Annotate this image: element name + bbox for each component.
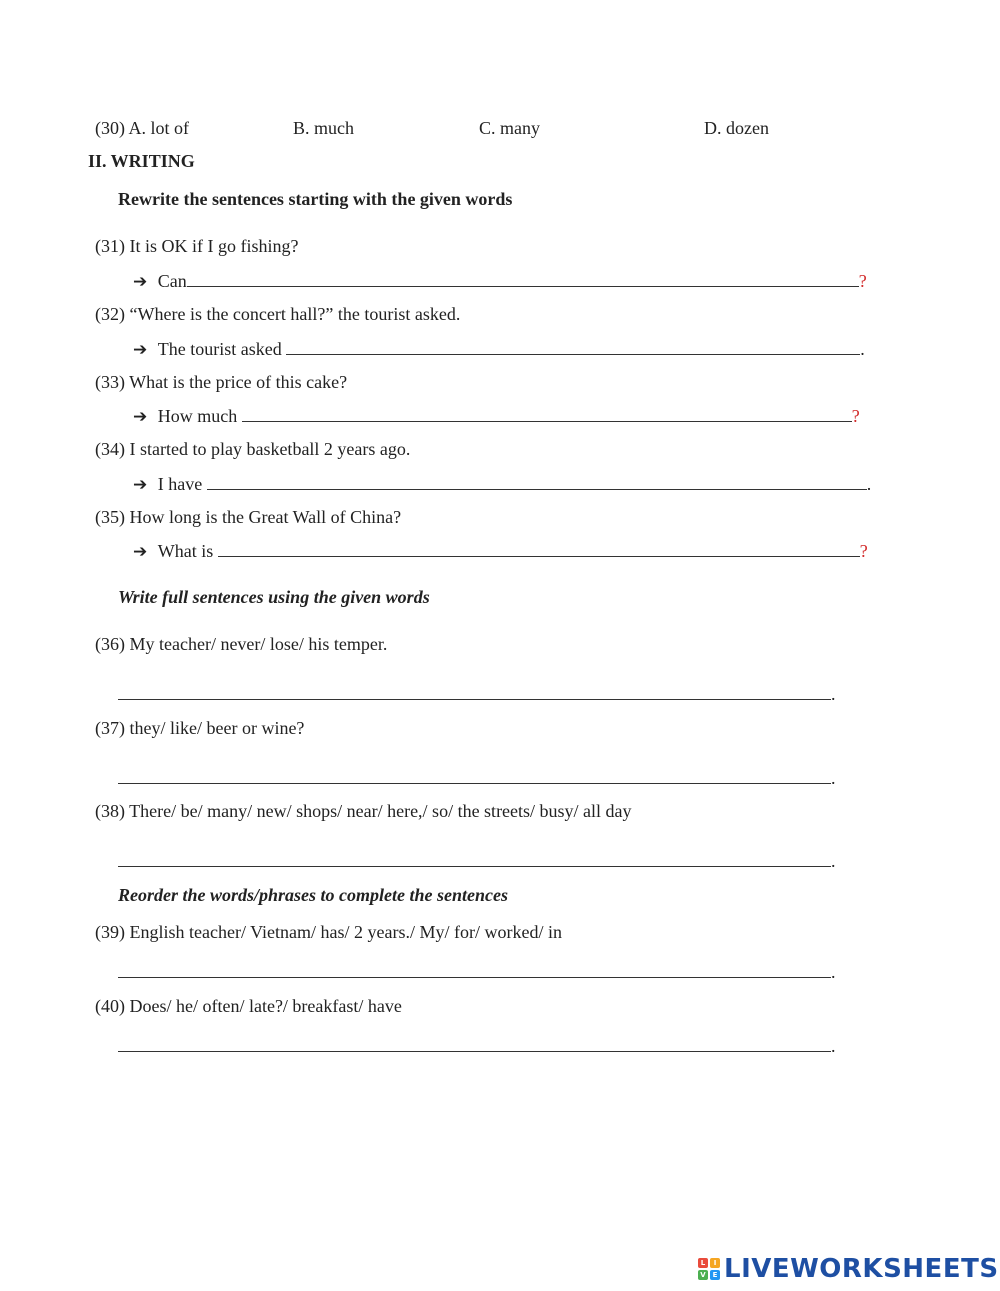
- answer-end-31: ?: [858, 271, 867, 291]
- arrow-icon: ➔: [133, 272, 148, 292]
- arrow-icon: ➔: [133, 475, 148, 495]
- answer-row-37: [118, 767, 836, 789]
- answer-end-32: .: [860, 339, 865, 359]
- answer-row-36: [118, 683, 836, 705]
- answer-end-38: .: [831, 851, 836, 871]
- answer-start-32: The tourist asked: [157, 339, 282, 359]
- answer-start-31: Can: [157, 271, 187, 291]
- logo-text: LIVEWORKSHEETS: [724, 1254, 999, 1284]
- liveworksheets-logo: [698, 1254, 999, 1284]
- question-32: (32) “Where is the concert hall?” the tourist asked.: [95, 304, 461, 324]
- answer-blank-39[interactable]: [118, 961, 831, 978]
- answer-end-35: ?: [859, 541, 868, 561]
- answer-row-31: [133, 270, 867, 292]
- answer-end-40: .: [831, 1036, 836, 1056]
- logo-cube: I: [710, 1258, 720, 1268]
- answer-blank-33[interactable]: [242, 405, 852, 422]
- question-39: (39) English teacher/ Vietnam/ has/ 2 years./ My/ for/ worked/ in: [95, 922, 562, 942]
- answer-row-38: [118, 850, 836, 872]
- logo-cube: V: [698, 1270, 708, 1280]
- question-33: (33) What is the price of this cake?: [95, 372, 348, 392]
- q30-option-c: C. many: [479, 118, 540, 138]
- arrow-icon: ➔: [133, 542, 148, 562]
- answer-row-39: [118, 961, 836, 983]
- logo-cube: L: [698, 1258, 708, 1268]
- question-40: (40) Does/ he/ often/ late?/ breakfast/ have: [95, 996, 402, 1016]
- answer-blank-35[interactable]: [218, 540, 860, 557]
- question-34: (34) I started to play basketball 2 years ago.: [95, 439, 411, 459]
- arrow-icon: ➔: [133, 340, 148, 360]
- question-31: (31) It is OK if I go fishing?: [95, 236, 299, 256]
- instruction-rewrite: Rewrite the sentences starting with the given words: [118, 189, 513, 209]
- logo-cube: E: [710, 1270, 720, 1280]
- answer-row-34: [133, 473, 871, 495]
- instruction-full-sentences: Write full sentences using the given words: [118, 587, 430, 607]
- logo-cubes-icon: [698, 1258, 720, 1280]
- answer-end-37: .: [831, 768, 836, 788]
- answer-blank-32[interactable]: [286, 338, 860, 355]
- answer-end-36: .: [831, 684, 836, 704]
- instruction-reorder: Reorder the words/phrases to complete the sentences: [118, 885, 508, 905]
- answer-row-40: [118, 1035, 836, 1057]
- question-35: (35) How long is the Great Wall of China?: [95, 507, 402, 527]
- answer-blank-34[interactable]: [207, 473, 867, 490]
- answer-start-33: How much: [157, 406, 238, 426]
- answer-blank-36[interactable]: [118, 683, 831, 700]
- answer-end-33: ?: [851, 406, 860, 426]
- answer-start-34: I have: [157, 474, 203, 494]
- q30-option-a: (30) A. lot of: [95, 118, 189, 138]
- answer-row-33: [133, 405, 860, 427]
- q30-option-b: B. much: [293, 118, 354, 138]
- answer-end-39: .: [831, 962, 836, 982]
- question-36: (36) My teacher/ never/ lose/ his temper.: [95, 634, 388, 654]
- answer-row-35: [133, 540, 868, 562]
- q30-option-d: D. dozen: [704, 118, 769, 138]
- answer-row-32: [133, 338, 865, 360]
- answer-end-34: .: [866, 474, 872, 494]
- arrow-icon: ➔: [133, 407, 148, 427]
- section-writing-heading: II. WRITING: [88, 151, 195, 171]
- question-38: (38) There/ be/ many/ new/ shops/ near/ here,/ so/ the streets/ busy/ all day: [95, 801, 632, 821]
- answer-start-35: What is: [157, 541, 214, 561]
- answer-blank-40[interactable]: [118, 1035, 831, 1052]
- question-37: (37) they/ like/ beer or wine?: [95, 718, 305, 738]
- answer-blank-31[interactable]: [187, 270, 859, 287]
- answer-blank-37[interactable]: [118, 767, 831, 784]
- answer-blank-38[interactable]: [118, 850, 831, 867]
